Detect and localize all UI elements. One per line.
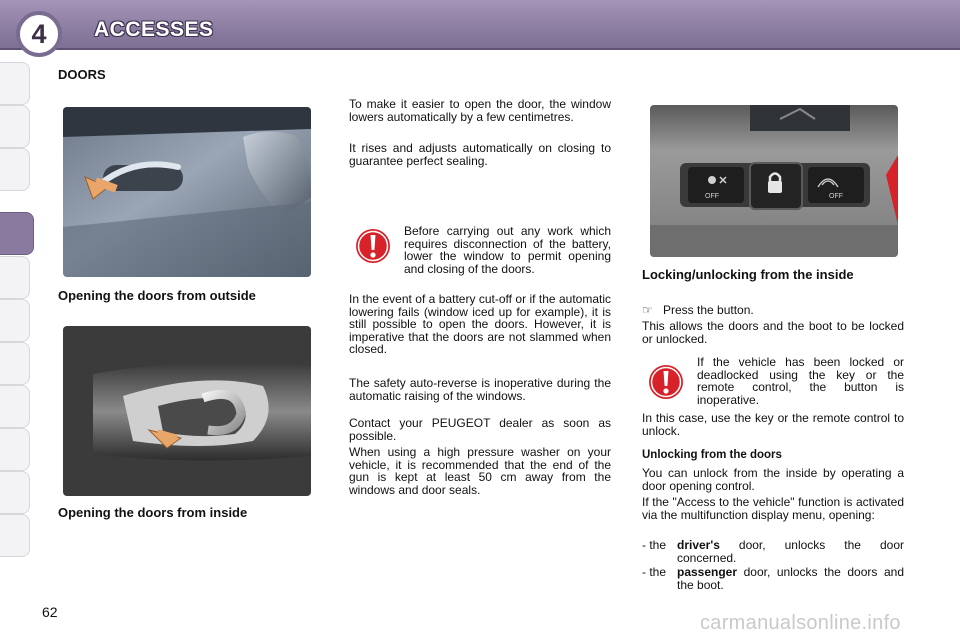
- driver-door-item: [642, 539, 904, 564]
- chapter-number: 4: [31, 18, 47, 49]
- item-rest: door, unlocks the doors and the boot.: [677, 565, 904, 592]
- chapter-tab-active[interactable]: [0, 212, 34, 255]
- caption-inside: Opening the doors from inside: [58, 505, 248, 520]
- caption-outside: Opening the doors from outside: [58, 288, 256, 303]
- chapter-title: ACCESSES: [94, 18, 214, 41]
- item-prefix: - the: [642, 538, 667, 552]
- chapter-tab[interactable]: [0, 342, 30, 385]
- use-key-text: In this case, use the key or the remote control to unlock.: [642, 411, 904, 438]
- console-button-off-label: OFF: [705, 193, 719, 200]
- battery-cutoff-text: In the event of a battery cut-off or if the automatic lowering fails (window iced up for example), it is still possible to open the doors. However, it is imperative that the doors are not slammed when closed.: [349, 292, 611, 357]
- battery-warning-text: Before carrying out any work which requires disconnection of the battery, lower the window to permit opening and closing of the doors.: [404, 224, 611, 276]
- chapter-tab[interactable]: [0, 385, 30, 428]
- chapter-tab[interactable]: [0, 299, 30, 342]
- unlock-inside-text: You can unlock from the inside by operating a door opening control.: [642, 466, 904, 493]
- interior-handle-photo: [63, 326, 311, 496]
- deadlock-warning-text: If the vehicle has been locked or deadlocked using the key or the remote control, the button is inoperative.: [697, 355, 904, 407]
- chapter-tab[interactable]: [0, 62, 30, 105]
- warning-icon: [355, 228, 391, 264]
- chapter-tab[interactable]: [0, 105, 30, 148]
- page-number: 62: [42, 604, 58, 620]
- step-text: Press the button.: [663, 303, 754, 317]
- auto-reverse-text: The safety auto-reverse is inoperative during the automatic raising of the windows.: [349, 376, 611, 403]
- item-bold: driver's: [677, 538, 720, 552]
- contact-dealer-text: Contact your PEUGEOT dealer as soon as possible.: [349, 416, 611, 443]
- passenger-door-item: [642, 566, 904, 591]
- pressure-washer-text: When using a high pressure washer on your vehicle, it is recommended that the end of the gun is kept at least 50 cm away from the windows and door seals.: [349, 445, 611, 497]
- warning-icon: [648, 364, 684, 400]
- chapter-badge: [16, 11, 62, 57]
- section-heading: DOORS: [58, 67, 106, 82]
- header-divider: [0, 48, 960, 50]
- item-rest: door, unlocks the door concerned.: [677, 538, 904, 565]
- chapter-tab[interactable]: [0, 514, 30, 557]
- unlocking-subheading: Unlocking from the doors: [642, 449, 782, 461]
- chapter-tab[interactable]: [0, 428, 30, 471]
- locking-heading: Locking/unlocking from the inside: [642, 267, 854, 282]
- chapter-tab[interactable]: [0, 256, 30, 299]
- chapter-tab[interactable]: [0, 148, 30, 191]
- access-function-text: If the "Access to the vehicle" function is activated via the multifunction display menu, opening:: [642, 495, 904, 522]
- console-buttons-photo: [650, 105, 898, 257]
- item-prefix: - the: [642, 565, 667, 579]
- step-press-button: [642, 304, 904, 317]
- item-bold: passenger: [677, 565, 738, 579]
- chapter-tab[interactable]: [0, 471, 30, 514]
- window-sealing-text: It rises and adjusts automatically on closing to guarantee perfect sealing.: [349, 141, 611, 168]
- console-button-off-label: OFF: [829, 193, 843, 200]
- exterior-handle-photo: [63, 107, 311, 277]
- watermark[interactable]: carmanualsonline.info: [700, 612, 901, 634]
- hand-pointer-icon: ☞: [642, 303, 653, 317]
- window-lowering-text: To make it easier to open the door, the window lowers automatically by a few centimetres.: [349, 97, 611, 124]
- lock-unlock-text: This allows the doors and the boot to be locked or unlocked.: [642, 319, 904, 346]
